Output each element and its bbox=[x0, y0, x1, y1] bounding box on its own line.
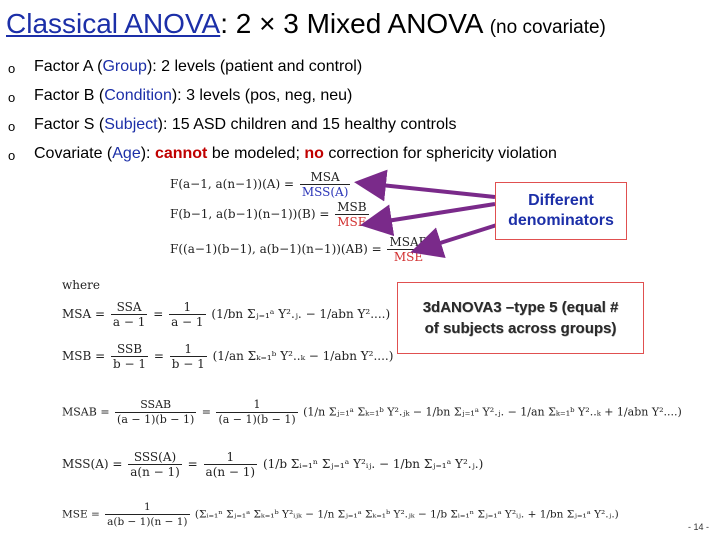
ms-numerator: 1 bbox=[169, 300, 205, 315]
bullet-warning: cannot bbox=[154, 145, 208, 162]
ms-numerator: SSAB bbox=[115, 398, 196, 413]
ms-lhs: MSE = bbox=[62, 508, 100, 521]
f-stat-denominator: MSE bbox=[337, 215, 367, 229]
ms-numerator: 1 bbox=[204, 450, 258, 465]
bullet-text: be modeled; bbox=[207, 145, 305, 162]
ms-denominator: a(b − 1)(n − 1) bbox=[107, 516, 188, 528]
ms-denominator: (a − 1)(b − 1) bbox=[117, 413, 195, 426]
f-stat-denominator: MSE bbox=[393, 250, 424, 264]
ms-denominator: a − 1 bbox=[171, 315, 204, 329]
ms-numerator: SSS(A) bbox=[128, 450, 182, 465]
callout-denominators: Different denominators bbox=[495, 182, 627, 240]
ms-equals: = bbox=[201, 405, 211, 419]
ms-denominator: b − 1 bbox=[171, 357, 205, 371]
bullet-text: ): 2 levels (patient and control) bbox=[146, 58, 363, 75]
f-stat-denominator: MSS(A) bbox=[301, 185, 349, 199]
ms-equals: = bbox=[153, 349, 164, 363]
bullet-emphasis: Group bbox=[102, 58, 147, 75]
f-stat-lhs: F((a−1)(b−1), a(b−1)(n−1))(AB) = bbox=[170, 242, 382, 256]
bullet-text: ): 3 levels (pos, neg, neu) bbox=[171, 87, 353, 104]
ms-denominator: a(n − 1) bbox=[205, 465, 256, 479]
f-stat-numerator: MSAB bbox=[389, 235, 428, 249]
ms-equals: = bbox=[187, 457, 198, 471]
ms-expression: (1/n Σⱼ₌₁ᵃ Σₖ₌₁ᵇ Y².ⱼₖ − 1/bn Σⱼ₌₁ᵃ Y².ⱼ. − 1/an Σₖ₌₁ᵇ Y²..ₖ + 1/abn Y²....) bbox=[303, 405, 682, 419]
arrow-to-mse-b bbox=[368, 204, 495, 224]
ms-equals: = bbox=[153, 307, 164, 321]
title-main: : 2 × 3 Mixed ANOVA bbox=[220, 8, 490, 39]
title-link[interactable]: Classical ANOVA bbox=[6, 8, 221, 39]
ms-denominator: (a − 1)(b − 1) bbox=[218, 413, 296, 426]
bullet-marker: o bbox=[8, 61, 16, 76]
ms-lhs: MSB = bbox=[62, 349, 106, 363]
bullet-text: correction for sphericity violation bbox=[323, 145, 557, 162]
page-number: - 14 - bbox=[688, 522, 710, 532]
bullet-text: ): bbox=[140, 145, 155, 162]
ms-expression: (1/an Σₖ₌₁ᵇ Y²..ₖ − 1/abn Y²....) bbox=[212, 349, 394, 363]
bullet-warning: no bbox=[304, 145, 324, 162]
arrow-to-mss bbox=[362, 183, 495, 197]
ms-lhs: MSS(A) = bbox=[62, 457, 123, 471]
bullet-marker: o bbox=[8, 148, 16, 163]
ms-lhs: MSA = bbox=[62, 307, 106, 321]
ms-numerator: SSB bbox=[111, 342, 148, 357]
bullet-emphasis: Condition bbox=[104, 87, 172, 104]
bullet-text: Covariate ( bbox=[34, 145, 113, 162]
bullet-text: ): 15 ASD children and 15 healthy controls bbox=[157, 116, 457, 133]
ms-expression: (1/b Σᵢ₌₁ⁿ Σⱼ₌₁ᵃ Y²ᵢⱼ. − 1/bn Σⱼ₌₁ᵃ Y².ⱼ.) bbox=[262, 457, 484, 471]
f-stat-lhs: F(b−1, a(b−1)(n−1))(B) = bbox=[170, 207, 330, 221]
bullet-text: Factor S ( bbox=[34, 116, 105, 133]
bullet-emphasis: Age bbox=[112, 145, 141, 162]
ms-numerator: 1 bbox=[105, 500, 189, 515]
ms-lhs: MSAB = bbox=[62, 405, 110, 419]
bullet-text: Factor B ( bbox=[34, 87, 105, 104]
ms-expression: (1/bn Σⱼ₌₁ᵃ Y².ⱼ. − 1/abn Y²....) bbox=[211, 307, 391, 321]
ms-numerator: 1 bbox=[170, 342, 207, 357]
bullet-marker: o bbox=[8, 119, 16, 134]
ms-numerator: SSA bbox=[111, 300, 147, 315]
f-stat-numerator: MSB bbox=[337, 200, 367, 214]
title-note: (no covariate) bbox=[489, 17, 606, 38]
bullet-text: Factor A ( bbox=[34, 58, 103, 75]
callout-program: 3dANOVA3 –type 5 (equal # of subjects across groups) bbox=[397, 282, 644, 354]
where-label: where bbox=[62, 278, 100, 292]
f-stat-numerator: MSA bbox=[300, 170, 351, 185]
ms-expression: (Σᵢ₌₁ⁿ Σⱼ₌₁ᵃ Σₖ₌₁ᵇ Y²ᵢⱼₖ − 1/n Σⱼ₌₁ᵃ Σₖ₌₁ᵇ Y².ⱼₖ − 1/b Σᵢ₌₁ⁿ Σⱼ₌₁ᵃ Y²ᵢⱼ. + 1/bn Σⱼ₌₁ᵃ Y².ⱼ.) bbox=[194, 508, 619, 521]
ms-denominator: a − 1 bbox=[112, 315, 146, 329]
ms-denominator: b − 1 bbox=[113, 357, 147, 371]
bullet-emphasis: Subject bbox=[104, 116, 158, 133]
bullet-marker: o bbox=[8, 90, 16, 105]
arrow-to-mse-ab bbox=[418, 224, 500, 250]
ms-numerator: 1 bbox=[216, 398, 297, 413]
f-stat-lhs: F(a−1, a(n−1))(A) = bbox=[170, 177, 294, 191]
ms-denominator: a(n − 1) bbox=[130, 465, 180, 479]
